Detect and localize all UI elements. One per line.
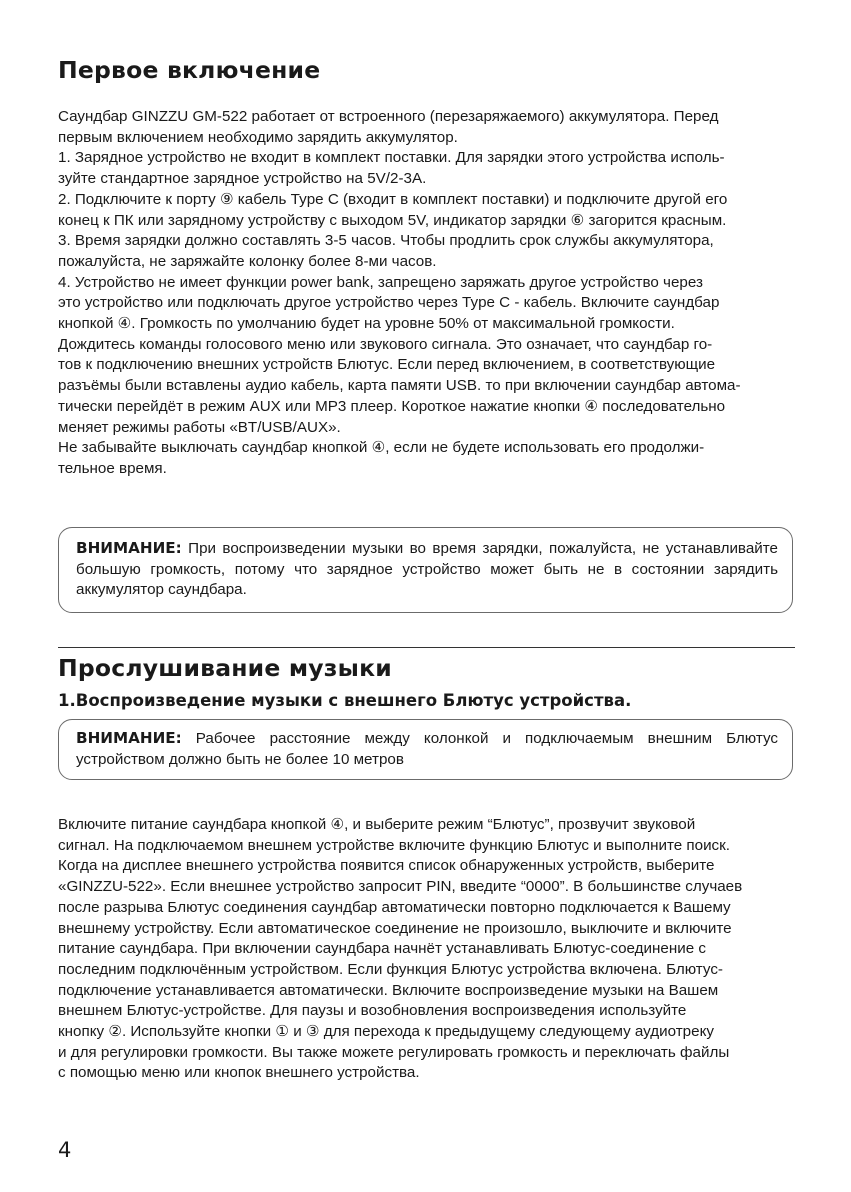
text-line: 1. Зарядное устройство не входит в комплект поставки. Для зарядки этого устройства исполь- — [58, 149, 725, 167]
text-line: 2. Подключите к порту ⑨ кабель Type C (входит в комплект поставки) и подключите другой его — [58, 190, 728, 208]
text-line: внешнему устройству. Если автоматическое соединение не произошло, выключите и включите — [58, 919, 732, 937]
text-line: Не забывайте выключать саундбар кнопкой ④, если не будете использовать его продолжи- — [58, 439, 705, 457]
text-line: меняет режимы работы «BT/USB/AUX». — [58, 418, 341, 436]
text-line: Саундбар GINZZU GM-522 работает от встроенного (перезаряжаемого) аккумулятора. Перед — [58, 108, 719, 125]
text-line: кнопкой ④. Громкость по умолчанию будет на уровне 50% от максимальной громкости. — [58, 315, 675, 333]
charging-warning-text — [76, 538, 778, 601]
text-line: первым включением необходимо зарядить аккумулятор. — [58, 128, 458, 146]
distance-warning-box — [58, 719, 793, 780]
section-divider — [58, 647, 795, 648]
text-line: Дождитесь команды голосового меню или звукового сигнала. Это означает, что саундбар го- — [58, 335, 713, 353]
text-line: пожалуйста, не заряжайте колонку более 8-ми часов. — [58, 252, 437, 270]
text-line: кнопку ②. Используйте кнопки ① и ③ для перехода к предыдущему следующему аудиотреку — [58, 1023, 714, 1041]
section-title-listening-music: Прослушивание музыки — [58, 654, 392, 682]
text-line: 4. Устройство не имеет функции power bank, запрещено заряжать другое устройство через — [58, 273, 703, 291]
page-number: 4 — [58, 1138, 72, 1162]
distance-warning-text — [76, 728, 778, 770]
text-line: тельное время. — [58, 459, 167, 477]
text-line: с помощью меню или кнопок внешнего устройства. — [58, 1064, 420, 1082]
text-line: Когда на дисплее внешнего устройства появится список обнаруженных устройств, выберите — [58, 857, 715, 875]
warning-body: При воспроизведении музыки во время зарядки, пожалуйста, не устанавливайте большую громкость, потому что зарядное устройство может быть не в состоянии зарядить аккумулятор саундбара. — [76, 540, 778, 598]
text-line: подключение устанавливается автоматически. Включите воспроизведение музыки на Вашем — [58, 981, 719, 999]
subsection-title-bluetooth: 1.Воспроизведение музыки с внешнего Блютус устройства. — [58, 691, 632, 710]
charging-warning-box — [58, 527, 793, 613]
text-line: тов к подключению внешних устройств Блютус. Если перед включением, в соответствующие — [58, 356, 716, 374]
text-line: конец к ПК или зарядному устройству с выходом 5V, индикатор зарядки ⑥ загорится красным. — [58, 211, 727, 229]
warning-label: ВНИМАНИЕ: — [76, 539, 182, 557]
text-line: Включите питание саундбара кнопкой ④, и выберите режим “Блютус”, прозвучит звуковой — [58, 816, 696, 833]
text-line: тически перейдёт в режим AUX или MP3 плеер. Короткое нажатие кнопки ④ последовательно — [58, 397, 726, 415]
warning-label: ВНИМАНИЕ: — [76, 729, 182, 747]
section-title-first-power-on: Первое включение — [58, 56, 321, 84]
text-line: после разрыва Блютус соединения саундбар автоматически повторно подключается к Вашему — [58, 898, 731, 916]
text-line: последним подключённым устройством. Если функция Блютус устройства включена. Блютус- — [58, 960, 723, 978]
text-line: это устройство или подключать другое устройство через Type C - кабель. Включите саундбар — [58, 294, 720, 312]
text-line: сигнал. На подключаемом внешнем устройстве включите функцию Блютус и выполните поиск. — [58, 836, 731, 854]
text-line: и для регулировки громкости. Вы также можете регулировать громкость и переключать файлы — [58, 1043, 730, 1061]
text-line: питание саундбара. При включении саундбара начнёт устанавливать Блютус-соединение с — [58, 940, 706, 958]
bluetooth-paragraph — [58, 815, 795, 1084]
first-power-on-paragraph — [58, 107, 795, 480]
warning-body: Рабочее расстояние между колонкой и подключаемым внешним Блютус устройством должно быть не более 10 метров — [76, 730, 778, 768]
text-line: внешнем Блютус-устройстве. Для паузы и возобновления воспроизведения используйте — [58, 1002, 687, 1020]
text-line: разъёмы были вставлены аудио кабель, карта памяти USB. то при включении саундбар автома- — [58, 377, 741, 395]
text-line: «GINZZU-522». Если внешнее устройство запросит PIN, введите “0000”. В большинстве случаев — [58, 878, 743, 896]
text-line: зуйте стандартное зарядное устройство на 5V/2-3A. — [58, 170, 427, 188]
text-line: 3. Время зарядки должно составлять 3-5 часов. Чтобы продлить срок службы аккумулятора, — [58, 232, 714, 250]
